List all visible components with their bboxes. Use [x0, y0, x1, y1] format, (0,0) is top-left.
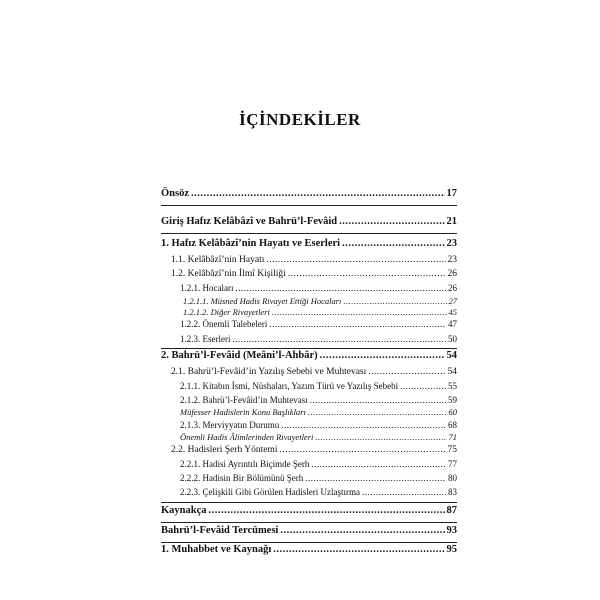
toc-entry-title: 2.2. Hadisleri Şerh Yöntemi — [171, 445, 278, 455]
toc-entry-title: 2. Bahrü’l-Fevâid (Meâni’l-Ahbâr) — [161, 350, 318, 361]
dot-leader — [281, 420, 446, 430]
toc-entry-page: 45 — [448, 307, 457, 317]
toc-entry-page: 95 — [446, 544, 457, 555]
dot-leader — [280, 445, 446, 455]
toc-entry-title: 2.2.3. Çelişkili Gibi Görülen Hadisleri Uzlaştırma — [180, 487, 360, 497]
divider — [161, 502, 457, 503]
dot-leader — [320, 350, 445, 361]
toc-entry-page: 47 — [448, 319, 457, 329]
toc-entry-title: Müfesser Hadislerin Konu Başlıkları — [180, 407, 306, 417]
toc-entry-page: 75 — [447, 445, 457, 455]
toc-entry-title: 2.1. Bahrü’l-Fevâid’in Yazılış Sebebi ve Muhtevası — [171, 367, 367, 377]
toc-entry-page: 55 — [448, 381, 457, 391]
dot-leader — [315, 432, 446, 442]
toc-entry — [180, 432, 457, 442]
toc-entry — [180, 487, 457, 497]
toc-entry-page: 26 — [447, 269, 457, 279]
toc-entry-title: Bahrü’l-Fevâid Tercümesi — [161, 525, 279, 536]
toc-entry-page: 93 — [446, 525, 457, 536]
toc-entry-page: 17 — [446, 188, 457, 199]
toc-entry-title: 2.2.1. Hadisi Ayrıntılı Biçimde Şerh — [180, 459, 310, 469]
toc-entry-page: 54 — [446, 350, 457, 361]
toc-entry — [180, 407, 457, 417]
dot-leader — [235, 283, 446, 293]
toc-entry-title: Önsöz — [161, 188, 190, 199]
toc-entry-title: 1. Muhabbet ve Kaynağı — [161, 544, 272, 555]
toc-entry-page: 50 — [448, 334, 457, 344]
toc-entry-title: Giriş Hafız Kelâbâzî ve Bahrü’l-Fevâid — [161, 216, 338, 227]
toc-entry-page: 23 — [446, 238, 457, 249]
toc-entry-page: 60 — [448, 407, 457, 417]
toc-entry — [180, 473, 457, 483]
toc-entry — [183, 307, 457, 317]
toc-entry-page: 59 — [448, 395, 457, 405]
toc-entry-page: 80 — [448, 473, 457, 483]
dot-leader — [311, 459, 446, 469]
toc-entry-page: 21 — [446, 216, 457, 227]
toc-entry — [180, 334, 457, 344]
divider — [161, 542, 457, 543]
toc-entry — [161, 544, 457, 555]
toc-entry-page: 71 — [448, 432, 457, 442]
toc-entry-title: Önemli Hadis Âlimlerinden Rivayetleri — [180, 432, 314, 442]
toc-entry — [161, 188, 457, 199]
toc-entry — [183, 296, 457, 306]
toc-entry-page: 54 — [447, 367, 457, 377]
dot-leader — [343, 296, 446, 306]
toc-entry — [161, 216, 457, 227]
toc-entry — [180, 459, 457, 469]
divider — [161, 205, 457, 206]
toc-entry-title: 1. Hafız Kelâbâzî’nin Hayatı ve Eserleri — [161, 238, 341, 249]
toc-entry-title: 2.1.2. Bahrü’l-Fevâid’in Muhtevası — [180, 395, 308, 405]
toc-entry — [180, 395, 457, 405]
divider — [161, 348, 457, 349]
toc-entry-title: 1.2.1.2. Diğer Rivayetleri — [183, 307, 270, 317]
dot-leader — [362, 487, 446, 497]
toc-entry — [161, 350, 457, 361]
dot-leader — [368, 367, 445, 377]
toc-entry-title: 1.1. Kelâbâzî’nin Hayatı — [171, 255, 265, 265]
toc-entry-page: 77 — [448, 459, 457, 469]
toc-entry-title: 2.1.1. Kitabın İsmi, Nüshaları, Yazım Türü ve Yazılış Sebebi — [180, 381, 399, 391]
toc-entry — [171, 367, 457, 377]
toc-entry-title: 1.2. Kelâbâzî’nin İlmî Kişiliği — [171, 269, 286, 279]
dot-leader — [308, 407, 447, 417]
toc-entry — [180, 319, 457, 329]
toc-entry-title: 1.2.1. Hocaları — [180, 283, 234, 293]
dot-leader — [342, 238, 444, 249]
dot-leader — [269, 319, 446, 329]
dot-leader — [232, 334, 446, 344]
toc-entry-title: 1.2.3. Eserleri — [180, 334, 231, 344]
toc-entry-title: 2.2.2. Hadisin Bir Bölümünü Şerh — [180, 473, 304, 483]
dot-leader — [280, 525, 444, 536]
toc-entry — [161, 238, 457, 249]
divider — [161, 522, 457, 523]
toc-entry-title: Kaynakça — [161, 505, 207, 516]
toc-entry-page: 83 — [448, 487, 457, 497]
dot-leader — [305, 473, 446, 483]
toc-entry — [180, 283, 457, 293]
toc-entry-page: 23 — [447, 255, 457, 265]
dot-leader — [191, 188, 444, 199]
toc-entry-page: 27 — [448, 296, 457, 306]
toc-entry — [180, 381, 457, 391]
toc-entry — [171, 445, 457, 455]
dot-leader — [288, 269, 446, 279]
dot-leader — [339, 216, 444, 227]
toc-entry-page: 26 — [448, 283, 457, 293]
divider — [161, 233, 457, 234]
toc-entry — [161, 505, 457, 516]
dot-leader — [273, 544, 444, 555]
toc-entry-title: 2.1.3. Merviyyatın Durumu — [180, 420, 280, 430]
toc-entry-page: 87 — [446, 505, 457, 516]
toc-entry — [180, 420, 457, 430]
toc-entry — [171, 269, 457, 279]
toc-entry — [161, 525, 457, 536]
toc-entry-title: 1.2.2. Önemli Talebeleri — [180, 319, 268, 329]
toc-entry-title: 1.2.1.1. Müsned Hadis Rivayet Ettiği Hocaları — [183, 296, 342, 306]
dot-leader — [266, 255, 445, 265]
dot-leader — [310, 395, 446, 405]
dot-leader — [209, 505, 445, 516]
dot-leader — [400, 381, 446, 391]
toc-entry-page: 68 — [448, 420, 457, 430]
toc-entry — [171, 255, 457, 265]
page-title: İÇİNDEKİLER — [239, 110, 361, 129]
dot-leader — [272, 307, 447, 317]
